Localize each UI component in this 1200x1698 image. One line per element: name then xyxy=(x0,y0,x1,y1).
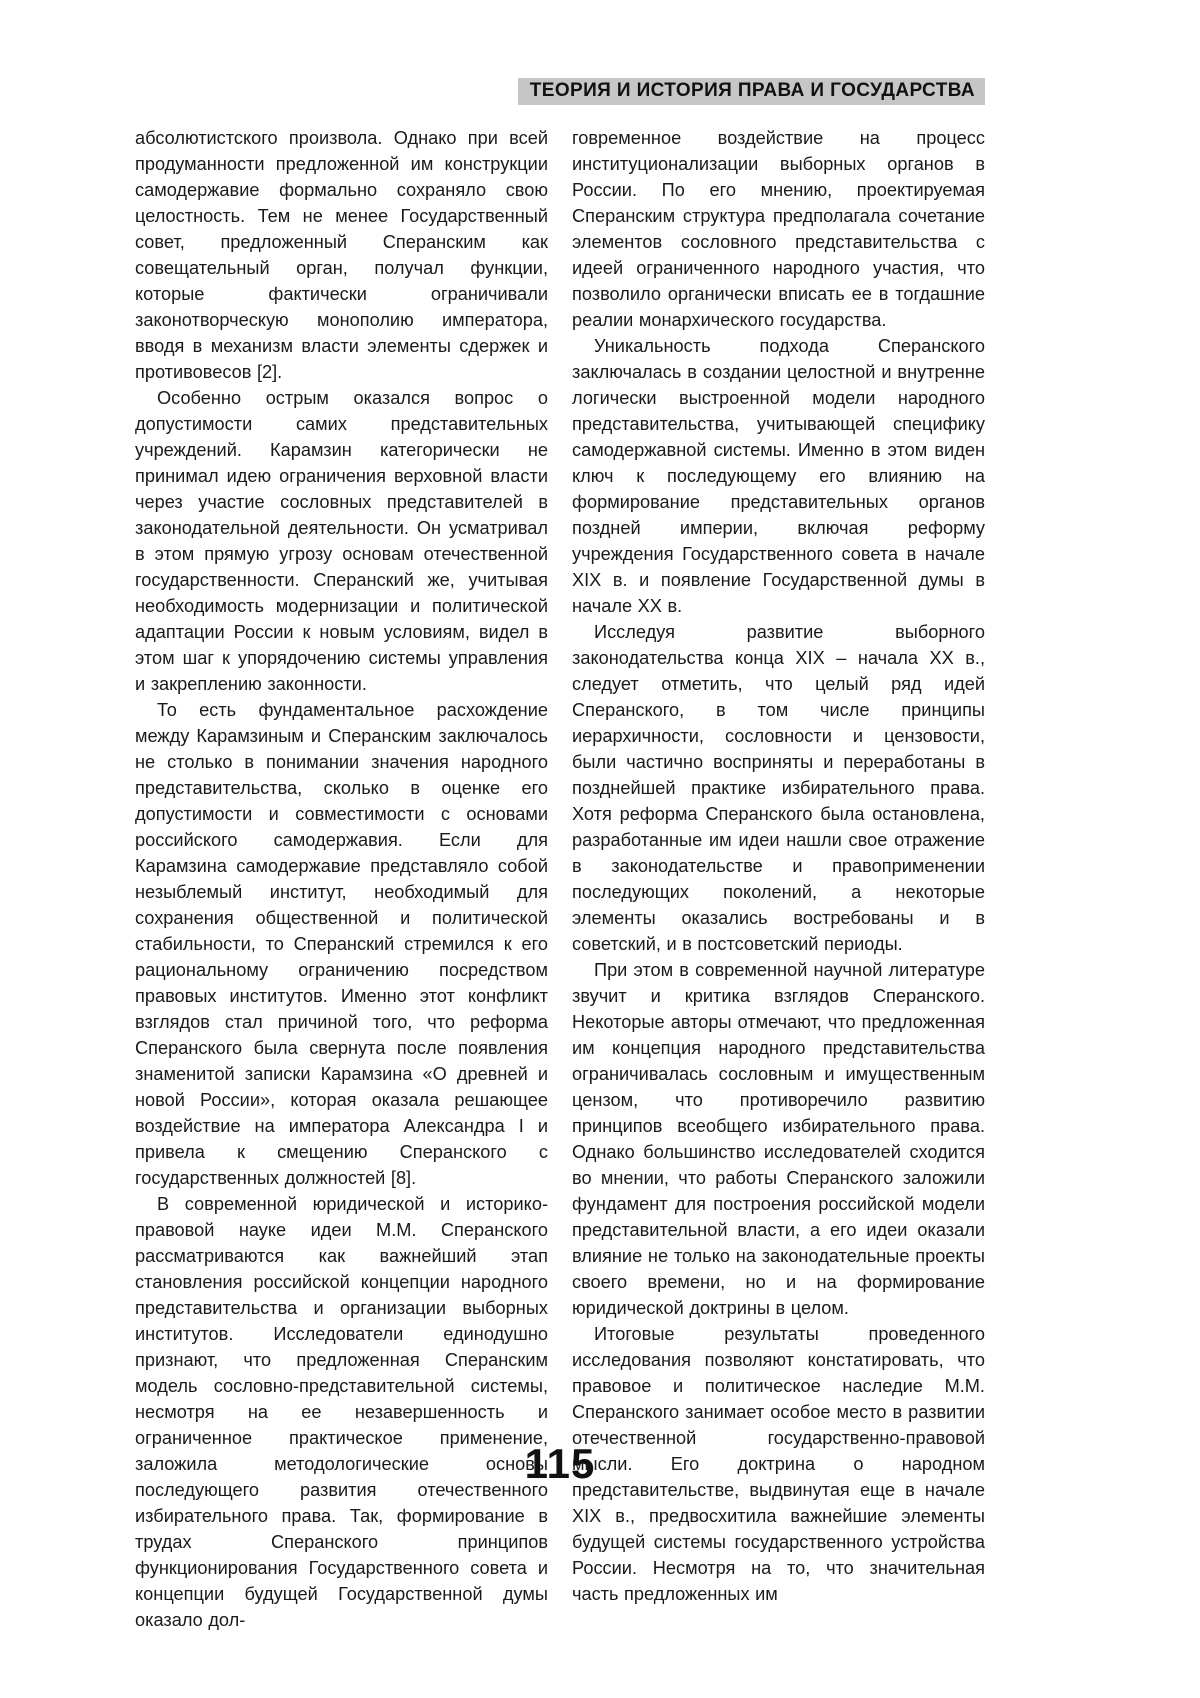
paragraph: При этом в современной научной литературе звучит и критика взглядов Сперанского. Некоторые авторы отмечают, что предложенная им концепция народного представительства ограничивалась сословным и имущественным цензом, что противоречило развитию принципов всеобщего избирательного права. Однако большинство исследователей сходится во мнении, что работы Сперанского заложили фундамент для построения российской модели представительной власти, а его идеи оказали влияние не только на законодательные проекты своего времени, но и на формирование юридической доктрины в целом. xyxy=(572,960,985,1318)
paragraph: То есть фундаментальное расхождение между Карамзиным и Сперанским заключалось не столько в понимании значения народного представительства, сколько в оценке его допустимости и совместимости с основами российского самодержавия. Если для Карамзина самодержавие представляло собой незыблемый институт, необходимый для сохранения общественной и политической стабильности, то Сперанский стремился к его рациональному ограничению посредством правовых институтов. Именно этот конфликт взглядов стал причиной того, что реформа Сперанского была свернута после появления знаменитой записки Карамзина «О древней и новой России», которая оказала решающее воздействие на императора Александра I и привела к смещению Сперанского с государственных должностей [8]. xyxy=(135,700,548,1188)
paragraph: Уникальность подхода Сперанского заключалась в создании целостной и внутренне логически выстроенной модели народного представительства, учитывающей специфику самодержавной системы. Именно в этом виден ключ к последующему его влиянию на формирование представительных органов поздней империи, включая реформу учреждения Государственного совета в начале XIX в. и появление Государственной думы в начале XX в. xyxy=(572,336,985,616)
text-block xyxy=(135,78,985,1633)
page-number: 115 xyxy=(524,1440,596,1487)
running-head xyxy=(135,78,985,105)
paragraph: абсолютистского произвола. Однако при всей продуманности предложенной им конструкции самодержавие формально сохраняло свою целостность. Тем не менее Государственный совет, предложенный Сперанским как совещательный орган, получал функции, которые фактически ограничивали законотворческую монополию императора, вводя в механизм власти элементы сдержек и противовесов [2]. xyxy=(135,128,548,382)
paragraph: Особенно острым оказался вопрос о допустимости самих представительных учреждений. Карамзин категорически не принимал идею ограничения верховной власти через участие сословных представителей в законодательной деятельности. Он усматривал в этом прямую угрозу основам отечественной государственности. Сперанский же, учитывая необходимость модернизации и политической адаптации России к новым условиям, видел в этом шаг к упорядочению системы управления и закреплению законности. xyxy=(135,388,548,694)
section-title: ТЕОРИЯ И ИСТОРИЯ ПРАВА И ГОСУДАРСТВА xyxy=(518,78,985,105)
paragraph: Итоговые результаты проведенного исследования позволяют констатировать, что правовое и политическое наследие М.М. Сперанского занимает особое место в развитии отечественной государственно-правовой мысли. Его доктрина о народном представительстве, выдвинутая еще в начале XIX в., предвосхитила важнейшие элементы будущей системы государственного устройства России. Несмотря на то, что значительная часть предложенных им xyxy=(572,1324,985,1604)
paragraph: говременное воздействие на процесс институционализации выборных органов в России. По его мнению, проектируемая Сперанским структура предполагала сочетание элементов сословного представительства с идеей ограниченного народного участия, что позволило органически вписать ее в тогдашние реалии монархического государства. xyxy=(572,128,985,330)
paragraph: В современной юридической и историко-правовой науке идеи М.М. Сперанского рассматриваются как важнейший этап становления российской концепции народного представительства и организации выборных институтов. Исследователи единодушно признают, что предложенная Сперанским модель сословно-представительной системы, несмотря на ее незавершенность и ограниченное практическое применение, заложила методологические основы последующего развития отечественного избирательного права. Так, формирование в трудах Сперанского принципов функционирования Государственного совета и концепции будущей Государственной думы оказало дол- xyxy=(135,1194,548,1630)
left-column xyxy=(135,125,548,1633)
right-column xyxy=(572,125,985,1607)
paragraph: Исследуя развитие выборного законодательства конца XIX – начала XX в., следует отметить, что целый ряд идей Сперанского, в том числе принципы иерархичности, сословности и цензовости, были частично восприняты и переработаны в позднейшей практике избирательного права. Хотя реформа Сперанского была остановлена, разработанные им идеи нашли свое отражение в законодательстве и правоприменении последующих поколений, а некоторые элементы оказались востребованы и в советский, и в постсоветский периоды. xyxy=(572,622,985,954)
text-columns xyxy=(135,125,985,1633)
